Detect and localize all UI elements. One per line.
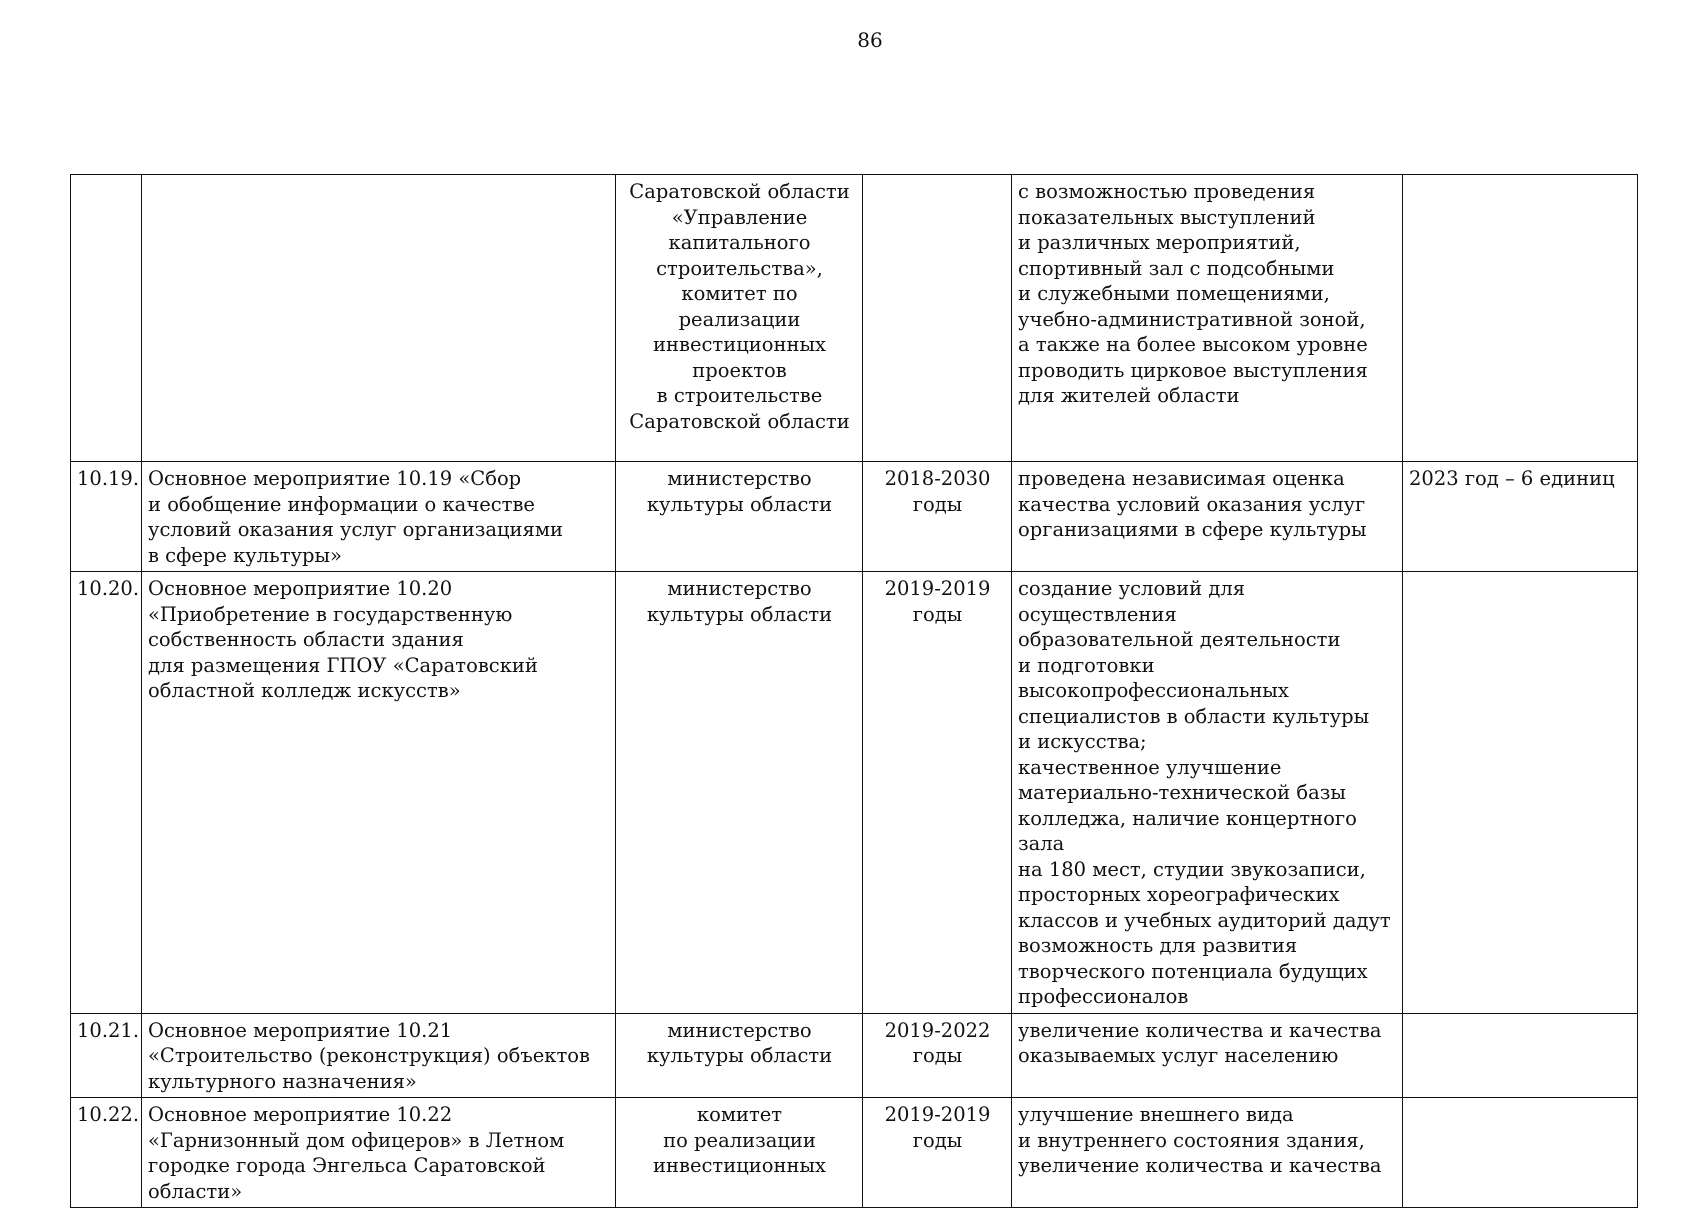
- measure-name-cell: [142, 175, 616, 462]
- indicator-cell: [1403, 572, 1638, 1014]
- term-cell: [863, 175, 1012, 462]
- measure-name-cell: Основное мероприятие 10.19 «Сбор и обобщение информации о качестве условий оказания услуг организациями в сфере культуры»: [142, 462, 616, 572]
- row-number-cell: 10.19.: [71, 462, 142, 572]
- table-row: [71, 175, 1638, 462]
- table-row: [71, 462, 1638, 572]
- row-number-cell: 10.20.: [71, 572, 142, 1014]
- expected-result-cell: проведена независимая оценка качества условий оказания услуг организациями в сфере культуры: [1012, 462, 1403, 572]
- expected-result-cell: с возможностью проведения показательных выступлений и различных мероприятий, спортивный зал с подсобными и служебными помещениями, учебно-административной зоной, а также на более высоком уровне проводить цирковое выступления для жителей области: [1012, 175, 1403, 462]
- executor-cell: министерство культуры области: [616, 462, 863, 572]
- executor-cell: министерство культуры области: [616, 1013, 863, 1098]
- term-cell: 2019-2019 годы: [863, 572, 1012, 1014]
- table-row: [71, 1098, 1638, 1208]
- row-number-cell: [71, 175, 142, 462]
- executor-cell: министерство культуры области: [616, 572, 863, 1014]
- expected-result-cell: создание условий для осуществления образовательной деятельности и подготовки высокопрофессиональных специалистов в области культуры и искусства; качественное улучшение материально-технической базы колледжа, наличие концертного зала на 180 мест, студии звукозаписи, просторных хореографических классов и учебных аудиторий дадут возможность для развития творческого потенциала будущих профессионалов: [1012, 572, 1403, 1014]
- row-number-cell: 10.21.: [71, 1013, 142, 1098]
- table-row: [71, 1013, 1638, 1098]
- indicator-cell: 2023 год – 6 единиц: [1403, 462, 1638, 572]
- measure-name-cell: Основное мероприятие 10.20 «Приобретение в государственную собственность области здания для размещения ГПОУ «Саратовский областной колледж искусств»: [142, 572, 616, 1014]
- table-row: [71, 572, 1638, 1014]
- executor-cell: комитет по реализации инвестиционных: [616, 1098, 863, 1208]
- indicator-cell: [1403, 1013, 1638, 1098]
- executor-cell: Саратовской области «Управление капитального строительства», комитет по реализации инвестиционных проектов в строительстве Саратовской области: [616, 175, 863, 462]
- measure-name-cell: Основное мероприятие 10.22 «Гарнизонный дом офицеров» в Летном городке города Энгельса Саратовской области»: [142, 1098, 616, 1208]
- indicator-cell: [1403, 175, 1638, 462]
- measures-table: [70, 174, 1638, 1208]
- term-cell: 2018-2030 годы: [863, 462, 1012, 572]
- term-cell: 2019-2019 годы: [863, 1098, 1012, 1208]
- expected-result-cell: улучшение внешнего вида и внутреннего состояния здания, увеличение количества и качества: [1012, 1098, 1403, 1208]
- row-number-cell: 10.22.: [71, 1098, 142, 1208]
- page-number: 86: [857, 28, 883, 52]
- expected-result-cell: увеличение количества и качества оказываемых услуг населению: [1012, 1013, 1403, 1098]
- indicator-cell: [1403, 1098, 1638, 1208]
- term-cell: 2019-2022 годы: [863, 1013, 1012, 1098]
- measure-name-cell: Основное мероприятие 10.21 «Строительство (реконструкция) объектов культурного назначения»: [142, 1013, 616, 1098]
